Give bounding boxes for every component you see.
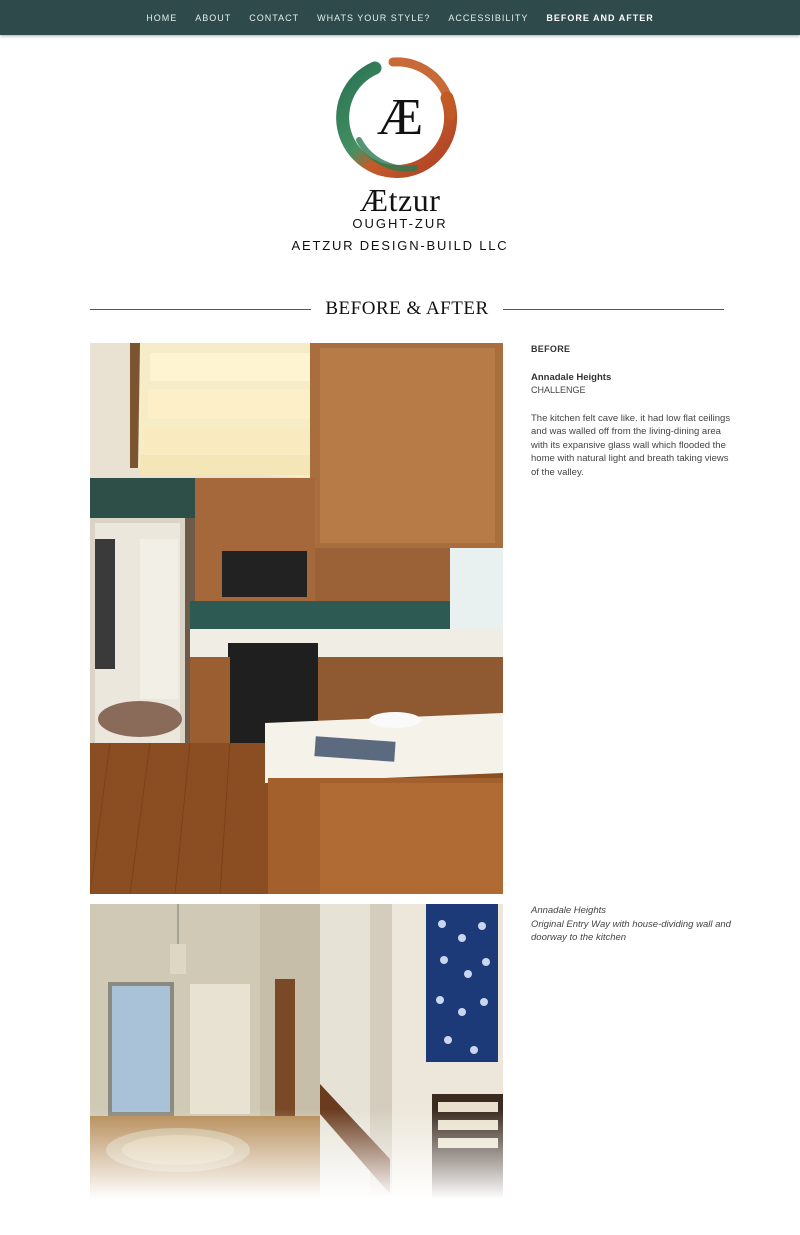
nav-accessibility[interactable]: ACCESSIBILITY bbox=[448, 12, 529, 23]
brush-circle-logo-icon bbox=[335, 50, 465, 180]
before-description-panel bbox=[531, 343, 731, 479]
entryway-caption bbox=[531, 904, 731, 945]
nav-about[interactable]: ABOUT bbox=[195, 12, 232, 23]
divider-left bbox=[90, 309, 311, 310]
project-name: Annadale Heights bbox=[531, 371, 612, 383]
site-logo[interactable] bbox=[0, 50, 800, 257]
challenge-label: CHALLENGE bbox=[531, 385, 586, 395]
nav-whats-your-style[interactable]: WHATS YOUR STYLE? bbox=[317, 12, 431, 23]
brand-wordmark: Ætzur bbox=[359, 182, 441, 218]
nav-before-and-after[interactable]: BEFORE AND AFTER bbox=[546, 12, 654, 23]
photo-fade-overlay bbox=[90, 1109, 503, 1199]
nav-home[interactable]: HOME bbox=[146, 12, 178, 23]
nav-contact[interactable]: CONTACT bbox=[249, 12, 300, 23]
challenge-description: The kitchen felt cave like. it had low flat ceilings and was walled off from the living-dining area with its expansive glass wall which flooded the home with natural light and breath taking views of the valley. bbox=[531, 412, 731, 478]
brand-company-name: AETZUR DESIGN-BUILD LLC bbox=[291, 238, 509, 253]
page-title: BEFORE & AFTER bbox=[325, 298, 489, 319]
caption-project-name: Annadale Heights bbox=[531, 905, 606, 916]
caption-text: Original Entry Way with house-dividing wall and doorway to the kitchen bbox=[531, 918, 731, 943]
divider-right bbox=[503, 309, 724, 310]
section-header bbox=[90, 296, 724, 322]
monogram-text: Æ bbox=[376, 89, 424, 146]
brand-pronunciation: OUGHT-ZUR bbox=[352, 216, 448, 231]
entryway-before-photo[interactable] bbox=[90, 904, 503, 1199]
top-navigation bbox=[0, 0, 800, 35]
kitchen-before-photo[interactable] bbox=[90, 343, 503, 894]
kitchen-photo-icon bbox=[90, 343, 503, 894]
before-label: BEFORE bbox=[531, 344, 571, 354]
